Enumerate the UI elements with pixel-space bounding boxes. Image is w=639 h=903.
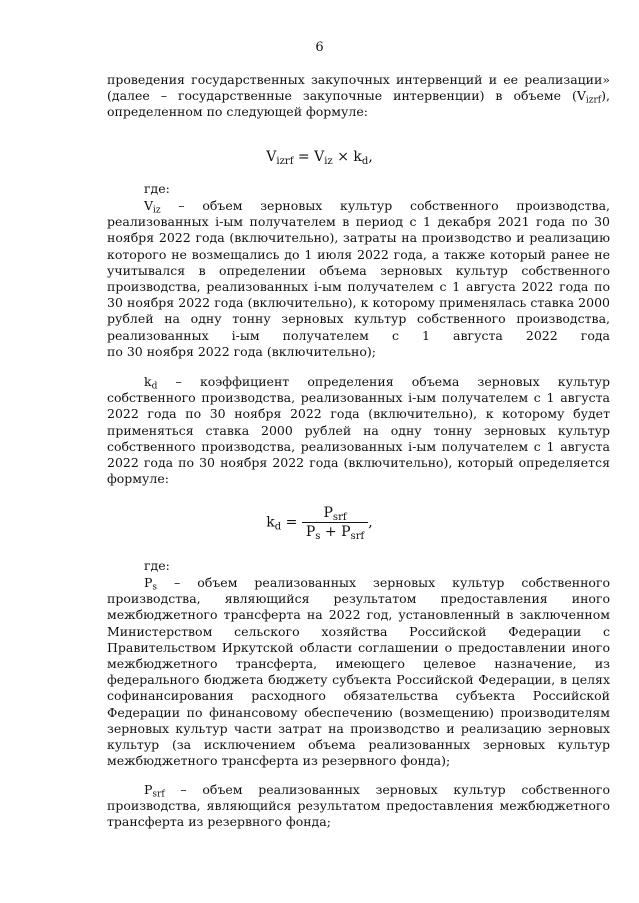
definition-k-d: $k_d$ – коэффициент определения объема зерновых культур собственного производства, реализованных i-ым получателем с 1 августа 2022 года по 30 ноября 2022 года (включительно), к которому будет применяться ставка 2000 рублей на одну тонну зерновых культур собственного производства, реализованных i-ым получателем с 1 августа 2022 года по 30 ноября 2022 года (включительно), который определяется формуле: <box>107 374 610 487</box>
intro-paragraph <box>107 72 610 121</box>
intro-line-1: проведения государственных закупочных интервенций и ее реализации» <box>107 72 610 87</box>
formula-v-izrf: $V_{izrf} = V_{iz} \times k_d$, <box>266 149 373 167</box>
symbol-p-s: $P_s$ <box>144 575 158 593</box>
symbol-k-d: $k_d$ <box>144 374 158 392</box>
intro-line-3: определенном по следующей формуле: <box>107 104 368 120</box>
symbol-v-iz: $V_{iz}$ <box>144 198 161 216</box>
where-label-1: где: <box>144 181 170 196</box>
definition-p-s: $P_s$ – объем реализованных зерновых культур собственного производства, являющийся результатом предоставления иного межбюджетного трансферта на 2022 год, установленный в заключенном Министерством сельского хозяйства Российской Федерации с Правительством Иркутской области соглашении о предоставлении иного межбюджетного трансферта, имеющего целевое назначение, из федерального бюджета бюджету субъекта Российской Федерации, в целях софинансирования расходного обязательства субъекта Российской Федерации по финансовому обеспечению (возмещению) производителям зерновых культур части затрат на производство и реализацию зерновых культур (за исключением объема реализованных зерновых культур межбюджетного трансферта из резервного фонда); <box>107 575 610 769</box>
fraction-denominator: $P_s + P_{srf}$ <box>305 524 365 542</box>
where-label-2: где: <box>144 558 170 573</box>
definition-p-srf: $P_{srf}$ – объем реализованных зерновых культур собственного производства, являющийся результатом предоставления межбюджетного трансферта из резервного фонда; <box>107 782 610 830</box>
definition-v-iz: $V_{iz}$ – объем зерновых культур собственного производства, реализованных i-ым получателем в период с 1 декабря 2021 года по 30 ноября 2022 года (включительно), затраты на производство и реализацию которого не возмещались до 1 июля 2022 года, а также который ранее не учитывался в определении объема зерновых культур собственного производства, реализованных i-ым получателем с 1 августа 2022 года по 30 ноября 2022 года (включительно), к которому применялась ставка 2000 рублей на одну тонну зерновых культур собственного производства, реализованных i-ым получателем с 1 августа 2022 года по 30 ноября 2022 года (включительно); <box>107 198 610 359</box>
fraction-numerator: $P_{srf}$ <box>302 504 368 523</box>
page-number: 6 <box>315 40 324 55</box>
fraction <box>302 504 368 541</box>
symbol-p-srf: $P_{srf}$ <box>144 782 165 800</box>
formula-k-d: $k_d$ = $\frac{P_{srf}}{P_s + P_{srf}}$ , <box>266 505 373 542</box>
intro-line-2: (далее – государственные закупочные интервенции) в объеме $(V_{izrf})$, <box>107 88 610 105</box>
